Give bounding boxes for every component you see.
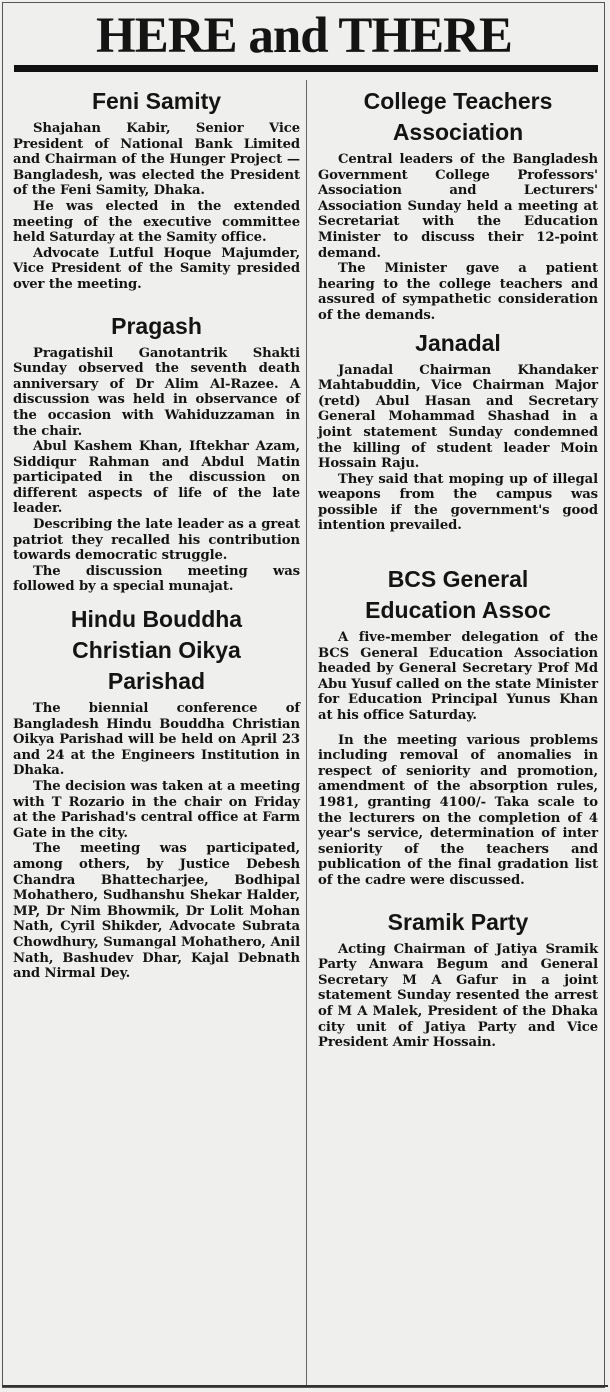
article-bcs-general-education-assoc	[318, 564, 598, 889]
article-paragraph: Pragatishil Ganotantrik Shakti Sunday observed the seventh death anniversary of Dr Alim Al-Razee. A discussion was held in observance of the occasion with Wahiduzzaman in the chair.	[13, 345, 300, 439]
article-paragraph: Acting Chairman of Jatiya Sramik Party Anwara Begum and General Secretary M A Gafur in a joint statement Sunday resented the arrest of M A Malek, President of the Dhaka city unit of Jatiya Party and Vice President Amir Hossain.	[318, 941, 598, 1051]
masthead-title: HERE and THERE	[96, 8, 512, 64]
article-paragraph: The Minister gave a patient hearing to the college teachers and assured of sympathetic consideration of the demands.	[318, 261, 598, 323]
headline: Sramik Party	[387, 908, 529, 935]
headline: Pragash	[111, 312, 202, 339]
article-paragraph: Janadal Chairman Khandaker Mahtabuddin, Vice Chairman Major (retd) Abul Hasan and Secretary General Mohammad Shashad in a joint statement Sunday condemned the killing of student leader Moin Hossain Raju.	[318, 362, 598, 472]
left-column	[13, 86, 300, 982]
headline: Hindu Bouddha Christian Oikya Parishad	[70, 606, 243, 695]
article-hindu-bouddha-christian-oikya-parishad	[13, 604, 300, 982]
article-paragraph: The meeting was participated, among others, by Justice Debesh Chandra Bhattecharjee, Bodhipal Mohathero, Sudhanshu Shekar Halder, MP, Dr Nim Bhowmik, Dr Lolit Mohan Nath, Cyril Shikder, Advocate Subrata Chowdhury, Sumangal Mohathero, Anil Nath, Bashudev Dhar, Kajal Debnath and Nirmal Dey.	[13, 841, 300, 982]
article-paragraph: Central leaders of the Bangladesh Government College Professors' Association and Lecturers' Association Sunday held a meeting at Secretariat with the Education Minister to discuss their 12-point demand.	[318, 152, 598, 261]
article-college-teachers-association	[318, 86, 598, 324]
bottom-rule	[2, 1385, 608, 1387]
article-paragraph: He was elected in the extended meeting of the executive committee held Saturday at the Samity office.	[13, 198, 300, 246]
headline: Janadal	[415, 329, 501, 356]
article-paragraph: The biennial conference of Bangladesh Hindu Bouddha Christian Oikya Parishad will be held on April 23 and 24 at the Engineers Institution in Dhaka.	[13, 701, 300, 779]
article-paragraph: The decision was taken at a meeting with T Rozario in the chair on Friday at the Parishad's central office at Farm Gate in the city.	[13, 779, 300, 841]
headline: BCS General Education Assoc	[365, 566, 551, 624]
headline: Feni Samity	[91, 88, 222, 114]
article-pragash	[13, 311, 300, 596]
article-paragraph: A five-member delegation of the BCS General Education Association headed by General Secretary Prof Md Abu Yusuf called on the state Minister for Education Principal Yunus Khan at his office Saturday.	[318, 630, 598, 724]
article-paragraph: Shajahan Kabir, Senior Vice President of National Bank Limited and Chairman of the Hunger Project — Bangladesh, was elected the President of the Feni Samity, Dhaka.	[13, 121, 300, 199]
article-paragraph: The discussion meeting was followed by a special munajat.	[13, 563, 300, 595]
article-paragraph: They said that moping up of illegal weapons from the campus was possible if the government's good intention prevailed.	[318, 471, 598, 534]
masthead-rule	[14, 65, 598, 72]
article-feni-samity	[13, 86, 300, 293]
article-sramik-party	[318, 907, 598, 1051]
article-paragraph: Describing the late leader as a great patriot they recalled his contribution towards democratic struggle.	[13, 517, 300, 564]
article-paragraph: Advocate Lutful Hoque Majumder, Vice President of the Samity presided over the meeting.	[13, 245, 300, 292]
article-paragraph: Abul Kashem Khan, Iftekhar Azam, Siddiqur Rahman and Abdul Matin participated in the discussion on different aspects of life of the late leader.	[13, 439, 300, 517]
right-column	[318, 86, 598, 1051]
column-divider	[306, 80, 307, 1385]
article-paragraph: In the meeting various problems including removal of anomalies in respect of seniority and promotion, amendment of the absorption rules, 1981, granting 4100/- Taka scale to the lecturers on the completion of 4 year's service, determination of inter seniority of the teachers and publication of the final gradation list of the cadre were discussed.	[318, 732, 598, 888]
article-janadal	[318, 328, 598, 535]
headline: College Teachers Association	[363, 88, 553, 145]
